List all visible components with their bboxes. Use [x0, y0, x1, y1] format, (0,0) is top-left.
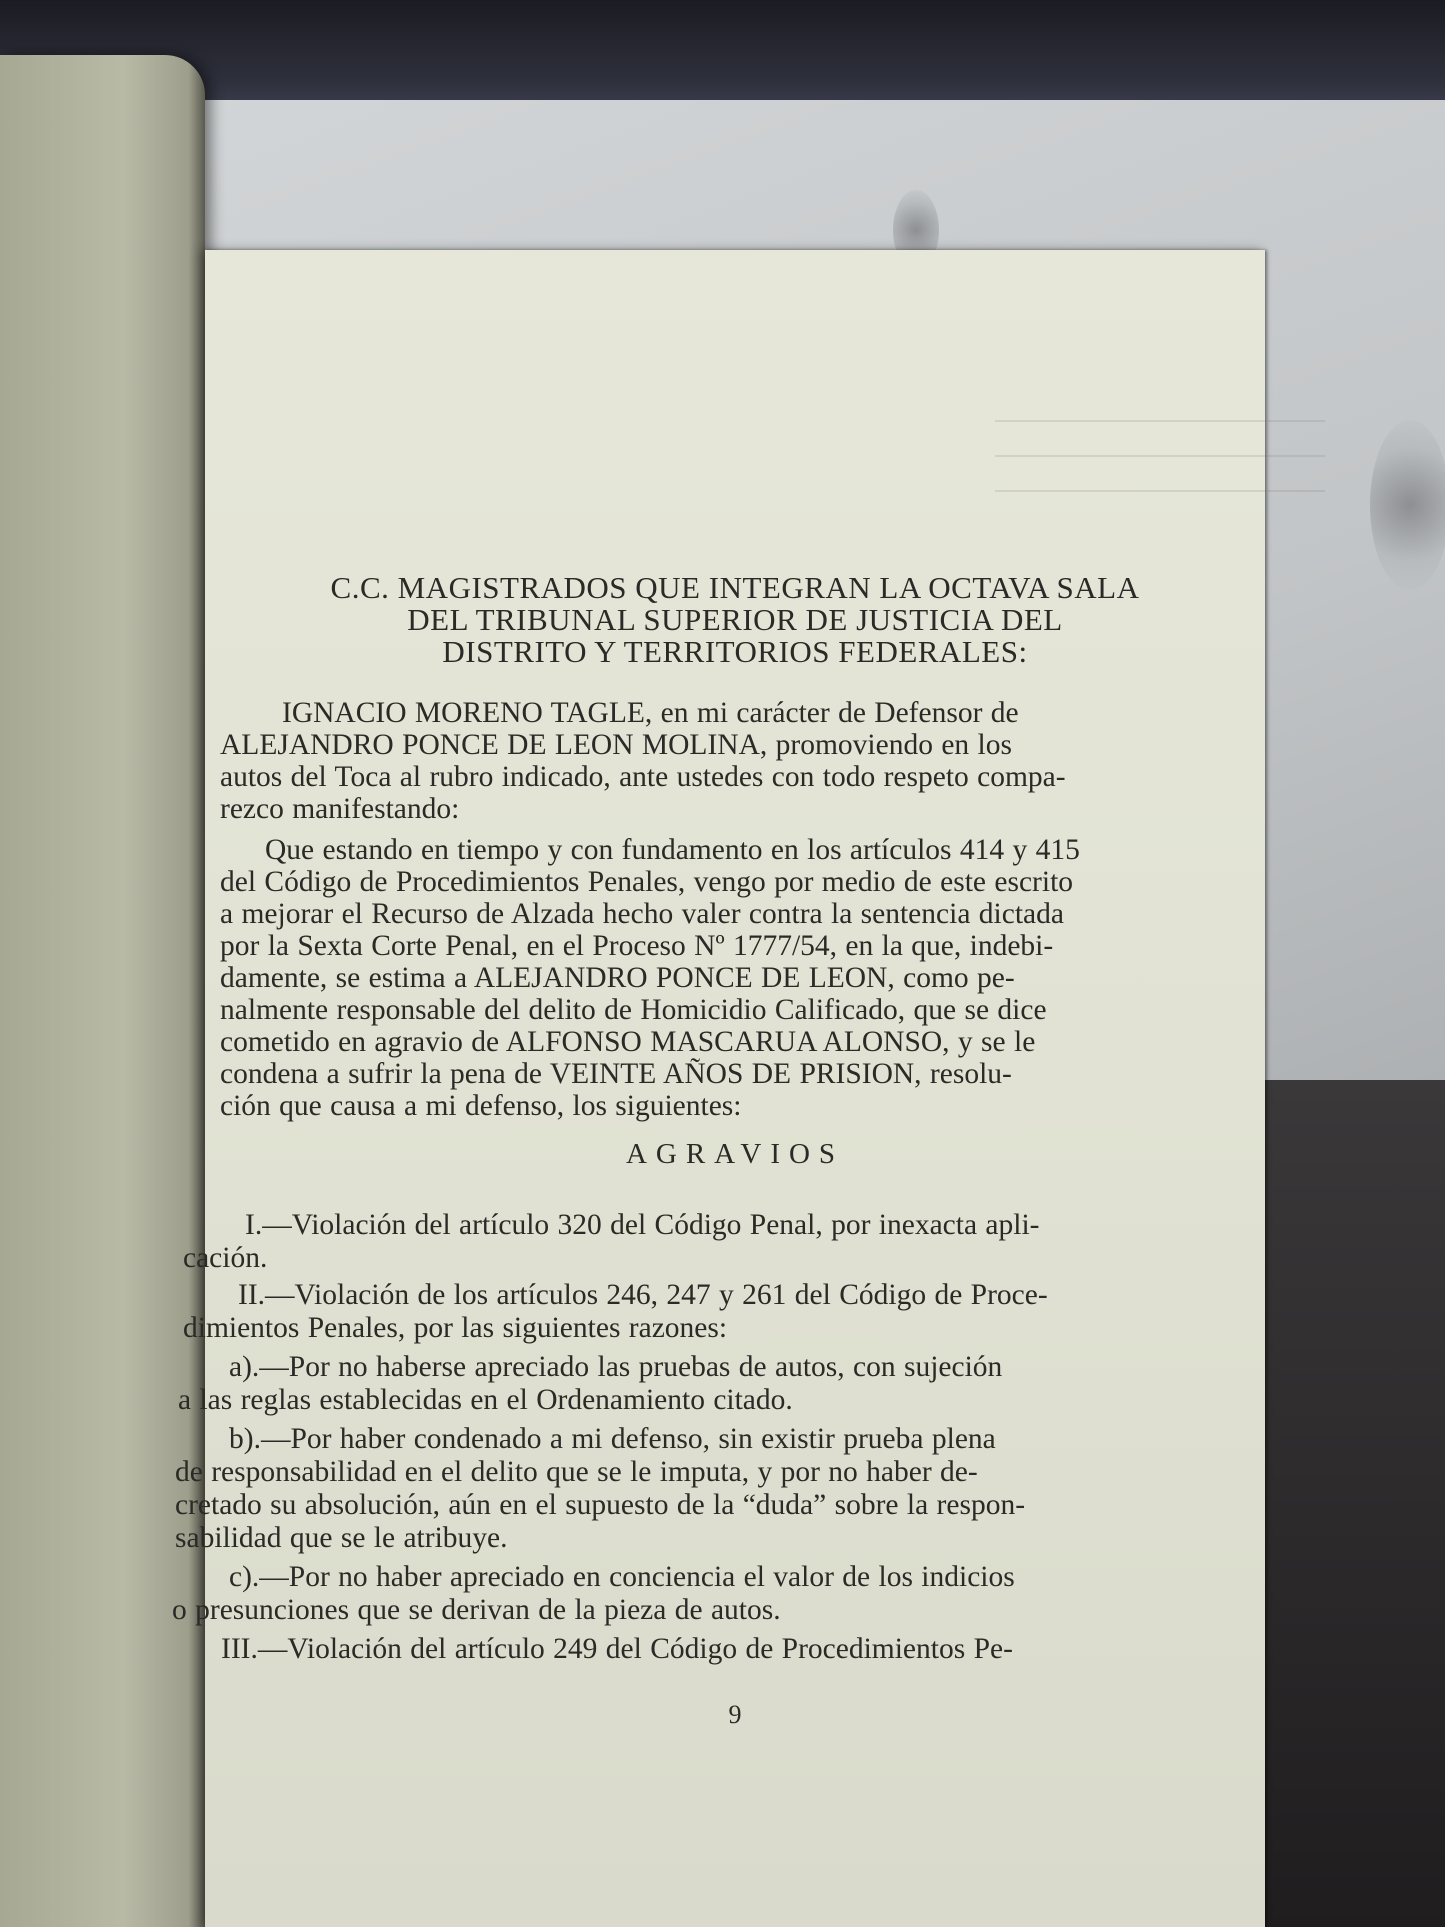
paragraph1-line: IGNACIO MORENO TAGLE, en mi carácter de Defensor de	[282, 697, 1019, 729]
agravio-line: III.—Violación del artículo 249 del Código de Procedimientos Pe-	[221, 1633, 1013, 1665]
left-book-page	[0, 55, 205, 1927]
address-heading	[205, 572, 1265, 668]
paragraph2-line: nalmente responsable del delito de Homicidio Calificado, que se dice	[220, 994, 1047, 1026]
agravio-line: sabilidad que se le atribuye.	[175, 1522, 508, 1554]
agravio-line: II.—Violación de los artículos 246, 247 y 261 del Código de Proce-	[238, 1279, 1048, 1311]
agravio-line: cación.	[183, 1242, 268, 1274]
paragraph2-line: condena a sufrir la pena de VEINTE AÑOS DE PRISION, resolu-	[220, 1058, 1012, 1090]
bleed-through-line	[995, 420, 1325, 422]
page-number: 9	[728, 1700, 742, 1729]
desk-shadow	[1265, 1080, 1445, 1927]
paragraph2-line: a mejorar el Recurso de Alzada hecho valer contra la sentencia dictada	[220, 898, 1064, 930]
paragraph1-line: rezco manifestando:	[220, 793, 460, 825]
paragraph2-line: Que estando en tiempo y con fundamento en los artículos 414 y 415	[265, 834, 1080, 866]
heading-line: DEL TRIBUNAL SUPERIOR DE JUSTICIA DEL	[407, 602, 1063, 637]
agravio-line: de responsabilidad en el delito que se le imputa, y por no haber de-	[175, 1456, 978, 1488]
paragraph2-line: del Código de Procedimientos Penales, vengo por medio de este escrito	[220, 866, 1074, 898]
paragraph2-line: ción que causa a mi defenso, los siguientes:	[220, 1090, 742, 1122]
wall-stain-right	[1370, 420, 1445, 590]
agravio-line: cretado su absolución, aún en el supuesto de la “duda” sobre la respon-	[175, 1489, 1026, 1521]
paragraph2-line: damente, se estima a ALEJANDRO PONCE DE LEON, como pe-	[220, 962, 1015, 994]
bleed-through-line	[995, 455, 1325, 457]
heading-line: C.C. MAGISTRADOS QUE INTEGRAN LA OCTAVA SALA	[330, 570, 1140, 605]
agravio-line: b).—Por haber condenado a mi defenso, sin existir prueba plena	[229, 1423, 996, 1455]
agravio-line: I.—Violación del artículo 320 del Código Penal, por inexacta apli-	[245, 1209, 1040, 1241]
agravio-line: c).—Por no haber apreciado en conciencia el valor de los indicios	[229, 1561, 1015, 1593]
paragraph2-line: por la Sexta Corte Penal, en el Proceso Nº 1777/54, en la que, indebi-	[220, 930, 1054, 962]
paragraph1-line: ALEJANDRO PONCE DE LEON MOLINA, promoviendo en los	[220, 729, 1012, 761]
agravio-line: dimientos Penales, por las siguientes razones:	[183, 1312, 728, 1344]
bleed-through-line	[995, 490, 1325, 492]
heading-line: DISTRITO Y TERRITORIOS FEDERALES:	[442, 634, 1028, 669]
paragraph1-line: autos del Toca al rubro indicado, ante ustedes con todo respeto compa-	[220, 761, 1066, 793]
paragraph2-line: cometido en agravio de ALFONSO MASCARUA ALONSO, y se le	[220, 1026, 1036, 1058]
agravio-line: a).—Por no haberse apreciado las pruebas de autos, con sujeción	[229, 1351, 1003, 1383]
agravio-line: o presunciones que se derivan de la pieza de autos.	[172, 1594, 781, 1626]
agravios-title: AGRAVIOS	[625, 1138, 845, 1170]
document-page	[172, 250, 1265, 1927]
agravio-line: a las reglas establecidas en el Ordenamiento citado.	[178, 1384, 793, 1416]
